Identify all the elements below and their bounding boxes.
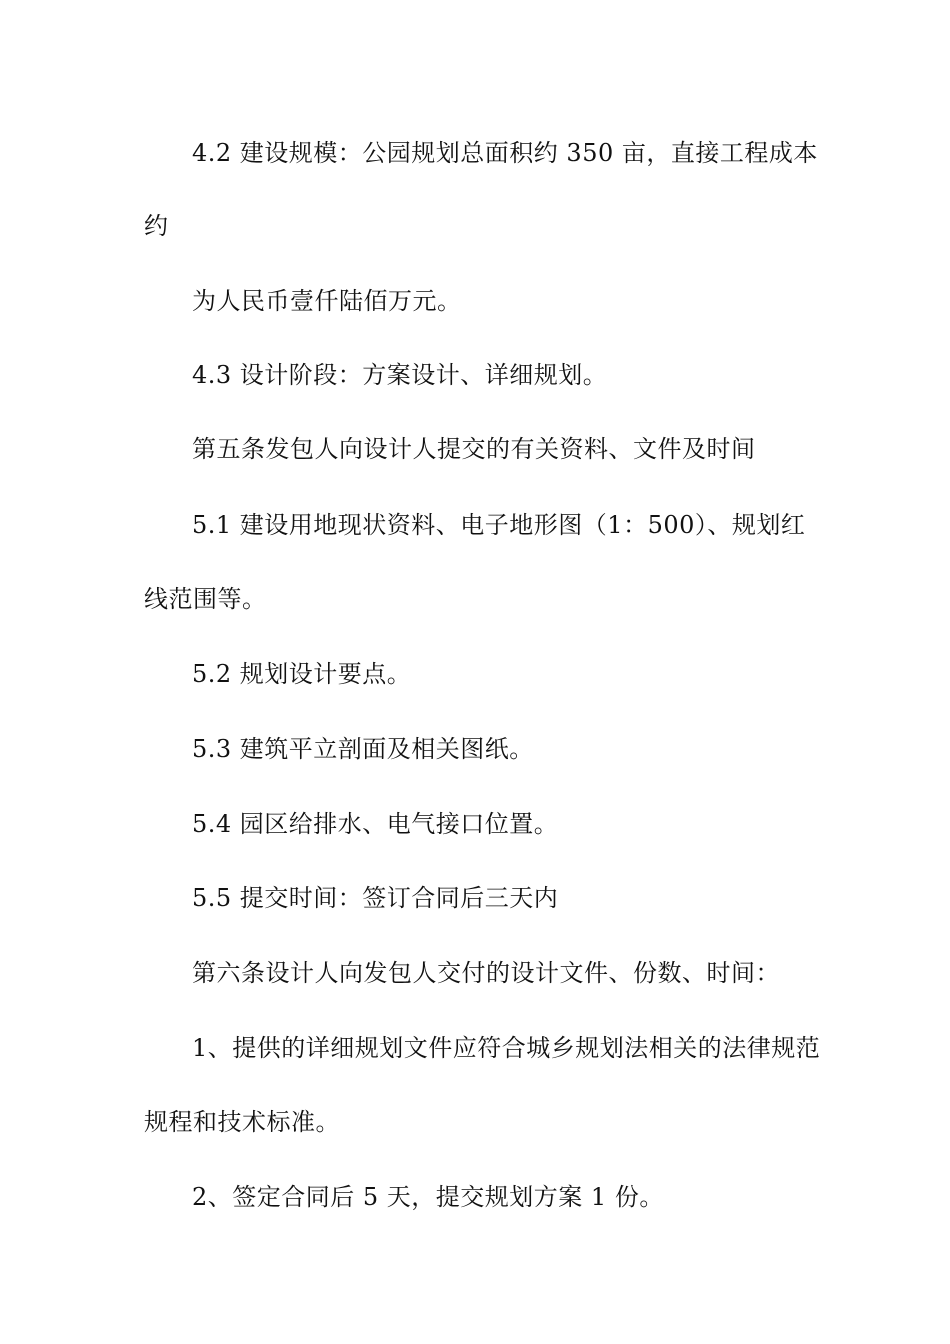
paragraph-4-2-line-1: 4.2 建设规模：公园规划总面积约 350 亩，直接工程成本 — [192, 139, 818, 167]
paragraph-4-2-line-3: 为人民币壹仟陆佰万元。 — [192, 287, 462, 315]
paragraph-5-3: 5.3 建筑平立剖面及相关图纸。 — [192, 735, 534, 763]
paragraph-5-1-line-1: 5.1 建设用地现状资料、电子地形图（1：500）、规划红 — [192, 511, 806, 539]
paragraph-5-2: 5.2 规划设计要点。 — [192, 660, 412, 688]
paragraph-6-1-line-2: 规程和技术标准。 — [144, 1108, 340, 1136]
paragraph-6-1-line-1: 1、提供的详细规划文件应符合城乡规划法相关的法律规范 — [192, 1034, 821, 1062]
paragraph-6-2: 2、签定合同后 5 天，提交规划方案 1 份。 — [192, 1183, 664, 1211]
paragraph-4-3: 4.3 设计阶段：方案设计、详细规划。 — [192, 361, 608, 389]
paragraph-5-4: 5.4 园区给排水、电气接口位置。 — [192, 810, 559, 838]
paragraph-4-2-line-2: 约 — [144, 212, 169, 240]
section-heading-article-5: 第五条发包人向设计人提交的有关资料、文件及时间 — [192, 435, 756, 463]
paragraph-5-1-line-2: 线范围等。 — [144, 585, 267, 613]
paragraph-5-5: 5.5 提交时间：签订合同后三天内 — [192, 884, 559, 912]
section-heading-article-6: 第六条设计人向发包人交付的设计文件、份数、时间： — [192, 959, 780, 987]
